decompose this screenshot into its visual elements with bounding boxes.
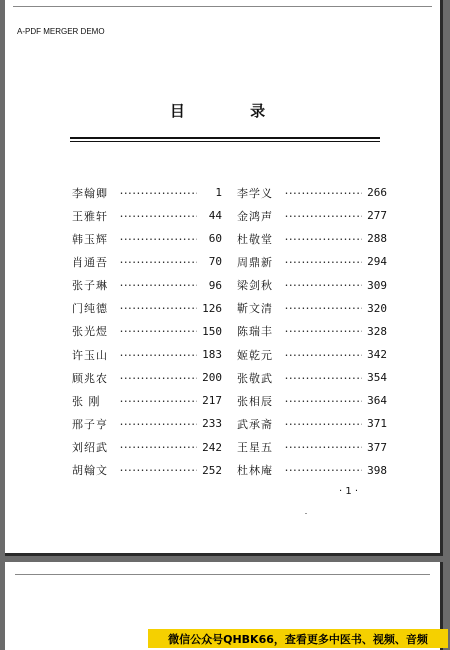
toc-leader-dots	[283, 326, 362, 336]
pdf-page-1	[5, 0, 443, 556]
toc-entry-page: 96	[208, 278, 222, 292]
toc-entry-name: 刘绍武	[72, 441, 108, 455]
toc-entry-name: 张子琳	[72, 279, 108, 293]
toc-leader-dots	[283, 396, 362, 406]
toc-entry-page: 294	[367, 255, 387, 269]
toc-leader-dots	[283, 234, 362, 244]
toc-entry-page: 320	[367, 301, 387, 315]
toc-entry[interactable]	[237, 366, 387, 389]
toc-entry-page: 288	[367, 232, 387, 246]
toc-leader-dots	[118, 442, 197, 452]
page-top-rule	[13, 6, 432, 7]
toc-entry-page: 200	[202, 371, 222, 385]
toc-entry[interactable]	[237, 459, 387, 482]
toc-entry-name: 武承斋	[237, 417, 273, 431]
toc-leader-dots	[118, 280, 197, 290]
toc-entry[interactable]	[72, 412, 222, 435]
toc-leader-dots	[118, 465, 197, 475]
toc-entry-page: 70	[208, 255, 222, 269]
toc-entry[interactable]	[72, 436, 222, 459]
toc-entry-name: 金鸿声	[237, 209, 273, 223]
toc-entry[interactable]	[72, 250, 222, 273]
toc-leader-dots	[118, 211, 197, 221]
toc-entry[interactable]	[237, 227, 387, 250]
toc-entry-page: 328	[367, 324, 387, 338]
toc-entry-name: 张敬武	[237, 371, 273, 385]
toc-entry-page: 342	[367, 348, 387, 362]
toc-leader-dots	[283, 442, 362, 452]
toc-entry-name: 陈瑞丰	[237, 325, 273, 339]
toc-leader-dots	[283, 350, 362, 360]
toc-leader-dots	[118, 234, 197, 244]
toc-entry[interactable]	[72, 343, 222, 366]
toc-column-left	[72, 181, 222, 482]
toc-leader-dots	[283, 188, 362, 198]
toc-entry[interactable]	[72, 320, 222, 343]
toc-entry[interactable]	[72, 459, 222, 482]
toc-entry-name: 张相辰	[237, 394, 273, 408]
toc-entry-page: 371	[367, 417, 387, 431]
title-rule-thin	[70, 141, 380, 142]
toc-entry-page: 377	[367, 440, 387, 454]
toc-entry-page: 354	[367, 371, 387, 385]
toc-entry-name: 杜敬堂	[237, 232, 273, 246]
toc-leader-dots	[283, 373, 362, 383]
toc-leader-dots	[118, 326, 197, 336]
toc-entry-name: 靳文清	[237, 302, 273, 316]
toc-entry-name: 韩玉辉	[72, 232, 108, 246]
toc-leader-dots	[118, 373, 197, 383]
toc-entry-name: 周鼎新	[237, 255, 273, 269]
page-number: · 1 ·	[339, 486, 359, 497]
toc-entry-name: 邢子亨	[72, 417, 108, 431]
toc-entry-name: 王星五	[237, 441, 273, 455]
toc-leader-dots	[118, 257, 197, 267]
toc-entry[interactable]	[237, 204, 387, 227]
scan-speck	[305, 513, 307, 514]
toc-leader-dots	[118, 396, 197, 406]
toc-leader-dots	[283, 257, 362, 267]
toc-entry-page: 398	[367, 463, 387, 477]
toc-entry-name: 李翰卿	[72, 186, 108, 200]
toc-entry-page: 150	[202, 324, 222, 338]
toc-entry-page: 252	[202, 463, 222, 477]
toc-entry[interactable]	[237, 343, 387, 366]
toc-entry-name: 肖通吾	[72, 255, 108, 269]
toc-entry-name: 张光煜	[72, 325, 108, 339]
toc-entry[interactable]	[237, 412, 387, 435]
toc-entry-name: 胡翰文	[72, 464, 108, 478]
toc-leader-dots	[283, 211, 362, 221]
title-rule	[70, 137, 380, 139]
toc-leader-dots	[283, 419, 362, 429]
toc-entry-name: 王雅轩	[72, 209, 108, 223]
toc-entry-name: 杜林庵	[237, 464, 273, 478]
toc-entry[interactable]	[237, 297, 387, 320]
toc-column-right	[237, 181, 387, 482]
toc-entry[interactable]	[72, 366, 222, 389]
toc-entry[interactable]	[72, 227, 222, 250]
toc-entry-name: 门纯德	[72, 302, 108, 316]
toc-entry[interactable]	[237, 250, 387, 273]
toc-entry[interactable]	[72, 204, 222, 227]
toc-entry[interactable]	[72, 181, 222, 204]
demo-watermark: A-PDF MERGER DEMO	[17, 27, 105, 36]
toc-entry-name: 梁剑秋	[237, 279, 273, 293]
toc-entry-page: 126	[202, 301, 222, 315]
toc-leader-dots	[118, 419, 197, 429]
toc-leader-dots	[283, 465, 362, 475]
toc-entry[interactable]	[72, 389, 222, 412]
toc-entry[interactable]	[237, 181, 387, 204]
toc-entry-page: 44	[208, 209, 222, 223]
toc-entry[interactable]	[72, 274, 222, 297]
toc-entry-page: 277	[367, 209, 387, 223]
toc-leader-dots	[118, 188, 197, 198]
toc-leader-dots	[118, 350, 197, 360]
toc-entry-page: 309	[367, 278, 387, 292]
toc-entry-name: 张 刚	[72, 394, 101, 408]
toc-entry-page: 266	[367, 186, 387, 200]
toc-entry[interactable]	[72, 297, 222, 320]
toc-entry-page: 1	[215, 186, 222, 200]
toc-entry-page: 364	[367, 394, 387, 408]
toc-entry-page: 217	[202, 394, 222, 408]
toc-entry-name: 李学义	[237, 186, 273, 200]
toc-entry[interactable]	[237, 436, 387, 459]
toc-entry-page: 242	[202, 440, 222, 454]
toc-entry[interactable]	[237, 389, 387, 412]
toc-leader-dots	[118, 303, 197, 313]
page-top-rule	[15, 574, 430, 575]
toc-entry-page: 60	[208, 232, 222, 246]
promo-banner[interactable]: 微信公众号QHBK66，查看更多中医书、视频、音频	[148, 629, 448, 648]
toc-entry[interactable]	[237, 320, 387, 343]
toc-entry-name: 姬乾元	[237, 348, 273, 362]
toc-leader-dots	[283, 303, 362, 313]
toc-entry-page: 183	[202, 348, 222, 362]
toc-entry[interactable]	[237, 274, 387, 297]
toc-entry-name: 许玉山	[72, 348, 108, 362]
toc-entry-page: 233	[202, 417, 222, 431]
toc-title: 目 录	[169, 102, 296, 120]
toc-entry-name: 顾兆农	[72, 371, 108, 385]
toc-leader-dots	[283, 280, 362, 290]
